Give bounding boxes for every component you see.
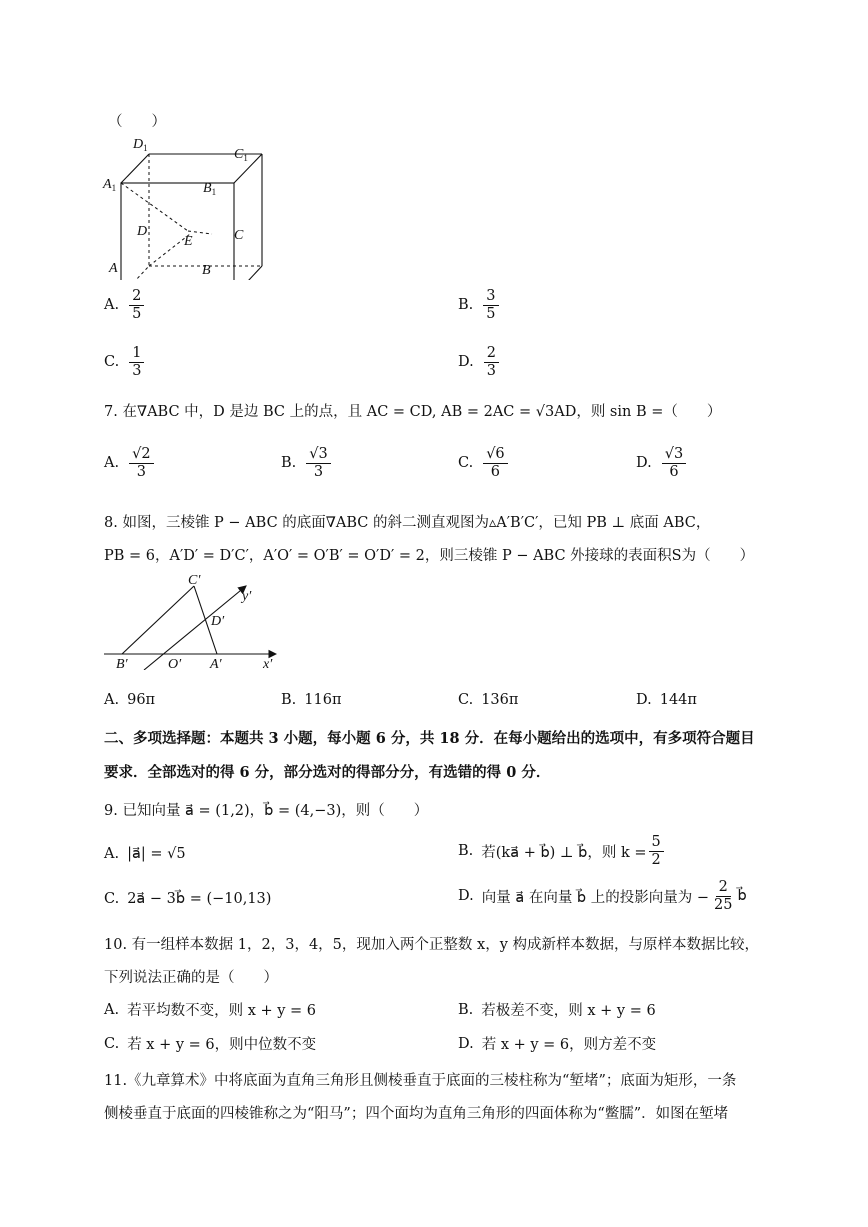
fraction: $\frac{√2}{3}$	[129, 446, 153, 480]
label-y-prime: y′	[242, 589, 252, 604]
q6-option-b[interactable]: B. $\frac{3}{5}$	[458, 288, 501, 322]
label-b1: $B_1$	[203, 181, 217, 197]
label-b-prime: B′	[116, 657, 128, 670]
q9-option-d[interactable]: D. 向量 a⃗ 在向量 b⃗ 上的投影向量为 − $\frac{2}{25}$ b⃗	[458, 879, 747, 913]
dashed-a1e	[121, 183, 188, 231]
q10-option-a[interactable]: A. 若平均数不变，则 x + y = 6	[104, 1001, 317, 1019]
q10-option-b[interactable]: B. 若极差不变，则 x + y = 6	[458, 1001, 656, 1019]
q7-stem: 7. 在∇ABC 中，D 是边 BC 上的点，且 AC = CD, AB = 2AC = √3AD，则 sin B =（ ）	[104, 404, 722, 420]
label-o-prime: O′	[168, 657, 182, 670]
section2-heading-line1: 二、多项选择题：本题共 3 小题，每小题 6 分，共 18 分．在每小题给出的选项中，有多项符合题目	[104, 730, 755, 747]
q7-option-d[interactable]: D. $\frac{√3}{6}$	[636, 446, 688, 480]
q8-option-a[interactable]: A. 96π	[104, 692, 156, 708]
label-c: C	[234, 228, 244, 243]
q9-stem: 9. 已知向量 a⃗ = (1,2)，b⃗ = (4,−3)，则（ ）	[104, 803, 429, 819]
fraction: $\frac{2}{5}$	[129, 288, 144, 322]
q7-option-a[interactable]: A. $\frac{√2}{3}$	[104, 446, 156, 480]
section2-heading-line2: 要求．全部选对的得 6 分，部分选对的得部分分，有选错的得 0 分．	[104, 764, 551, 781]
fraction: $\frac{√6}{6}$	[483, 446, 507, 480]
label-d1: $D_1$	[133, 137, 148, 153]
q8-stem-line2: PB = 6，A′D′ = D′C′，A′O′ = O′B′ = O′D′ = 2，则三棱锥 P − ABC 外接球的表面积S为（ ）	[104, 548, 755, 564]
q8-option-b[interactable]: B. 116π	[281, 692, 342, 708]
q8-option-c[interactable]: C. 136π	[458, 692, 519, 708]
label-a1: $A_1$	[103, 177, 117, 193]
q9-option-c[interactable]: C. 2a⃗ − 3b⃗ = (−10,13)	[104, 891, 272, 907]
q6-option-c[interactable]: C. $\frac{1}{3}$	[104, 345, 146, 379]
fraction: $\frac{5}{2}$	[649, 834, 664, 868]
y-axis	[144, 586, 246, 670]
fraction: $\frac{1}{3}$	[129, 345, 144, 379]
edge-bc	[122, 586, 194, 654]
q8-option-d[interactable]: D. 144π	[636, 692, 697, 708]
q9-option-b[interactable]: B. 若(ka⃗ + b⃗) ⊥ b⃗，则 k = $\frac{5}{2}$	[458, 834, 666, 868]
q7-option-c[interactable]: C. $\frac{√6}{6}$	[458, 446, 510, 480]
q10-stem-line2: 下列说法正确的是（ ）	[104, 970, 278, 986]
label-a: A	[109, 261, 118, 276]
label-b: B	[202, 263, 211, 278]
label-e: E	[184, 234, 193, 249]
label-c1: $C_1$	[234, 147, 248, 163]
q10-stem-line1: 10. 有一组样本数据 1，2，3，4，5，现加入两个正整数 x，y 构成新样本数据，与原样本数据比较，	[104, 937, 759, 953]
fraction: $\frac{3}{5}$	[483, 288, 498, 322]
q6-option-a[interactable]: A. $\frac{2}{5}$	[104, 288, 146, 322]
q9-option-a[interactable]: A. |a⃗| = √5	[104, 846, 186, 862]
fraction: $\frac{2}{3}$	[484, 345, 499, 379]
q10-option-c[interactable]: C. 若 x + y = 6，则中位数不变	[104, 1035, 317, 1053]
label-x-prime: x′	[263, 657, 273, 670]
fraction: $\frac{√3}{6}$	[662, 446, 686, 480]
cube-figure	[100, 134, 270, 280]
cube-vertex-labels	[102, 137, 248, 278]
q6-option-d[interactable]: D. $\frac{2}{3}$	[458, 345, 501, 379]
q10-option-d[interactable]: D. 若 x + y = 6，则方差不变	[458, 1035, 657, 1053]
label-c-prime: C′	[188, 573, 201, 588]
q6-answer-paren: （ ）	[108, 114, 166, 130]
fraction: $\frac{2}{25}$	[714, 879, 733, 913]
fraction: $\frac{√3}{3}$	[306, 446, 330, 480]
q11-stem-line1: 11.《九章算术》中将底面为直角三角形且侧棱垂直于底面的三棱柱称为“堑堵”；底面为矩形，一条	[104, 1073, 737, 1089]
label-d: D	[137, 224, 148, 239]
hidden-edge-ad	[121, 266, 149, 280]
q8-stem-line1: 8. 如图，三棱锥 P − ABC 的底面∇ABC 的斜二测直观图为▵A′B′C′，已知 PB ⊥ 底面 ABC，	[104, 515, 711, 531]
q11-stem-line2: 侧棱垂直于底面的四棱锥称之为“阳马”；四个面均为直角三角形的四面体称为“鳖臑”．如图在堑堵	[104, 1106, 729, 1122]
q7-option-b[interactable]: B. $\frac{√3}{3}$	[281, 446, 333, 480]
oblique-figure	[100, 570, 290, 670]
label-a-prime: A′	[210, 657, 222, 670]
label-d-prime: D′	[211, 614, 225, 629]
